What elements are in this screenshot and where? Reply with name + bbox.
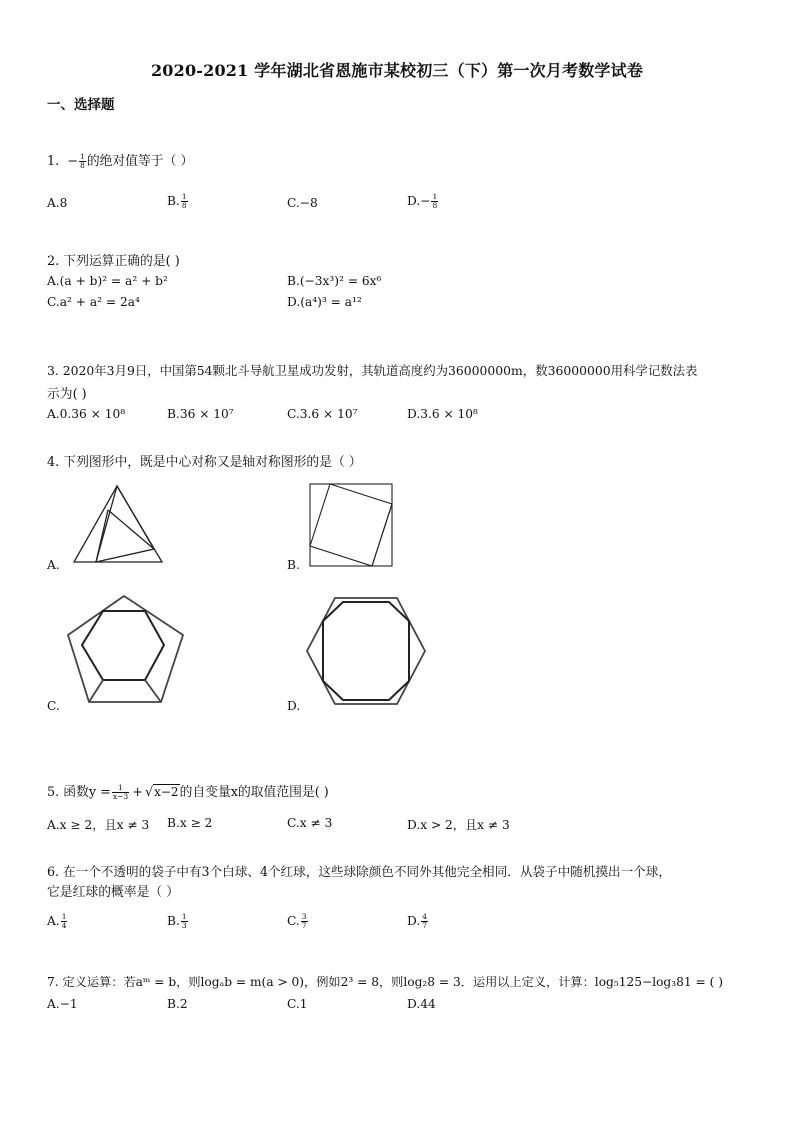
question-5-option-b: B.x ≥ 2: [167, 816, 213, 830]
question-3-option-c: C.3.6 × 10⁷: [287, 407, 358, 421]
section-heading: 一、选择题: [47, 97, 115, 113]
question-3-stem-line-2: 示为( ): [47, 387, 87, 402]
question-4-stem: 4. 下列图形中，既是中心对称又是轴对称图形的是（ ）: [47, 455, 362, 470]
question-2-option-c: C.a² + a² = 2a⁴: [47, 295, 140, 309]
figure-c-pentagon-hexagon: [65, 592, 185, 707]
question-7-option-a: A.−1: [47, 997, 78, 1011]
question-1-option-d: D.− $\frac{1}{8}$: [407, 192, 438, 210]
question-2-option-b: B.(−3x³)² = 6x⁶: [287, 274, 382, 288]
question-6-option-a: A. $\frac{1}{4}$: [47, 912, 67, 930]
question-7-stem: 7. 定义运算：若aᵐ = b，则logₐb = m(a > 0)，例如2³ = 8，则log₂8 = 3．运用以上定义，计算：log₅125−log₃81 = ( ): [47, 975, 723, 989]
question-1-number: 1.: [47, 154, 60, 169]
question-1-stem: 1. − $\frac{1}{8}$ 的绝对值等于（ ）: [47, 152, 194, 170]
question-7-option-d: D.44: [407, 997, 436, 1011]
question-3-stem-line-1: 3. 2020年3月9日，中国第54颗北斗导航卫星成功发射，其轨道高度约为36000000m，数36000000用科学记数法表: [47, 363, 698, 378]
figure-b-square: [309, 483, 393, 567]
question-6-option-b: B. $\frac{1}{3}$: [167, 912, 187, 930]
question-6-option-c: C. $\frac{3}{7}$: [287, 912, 307, 930]
question-1-option-b: B. $\frac{1}{8}$: [167, 192, 187, 210]
question-4-option-c-label: C.: [47, 699, 60, 713]
question-3-option-b: B.36 × 10⁷: [167, 407, 234, 421]
question-4-option-b-label: B.: [287, 558, 300, 572]
question-4-option-d-label: D.: [287, 699, 301, 713]
question-1-option-a: A.8: [47, 196, 68, 210]
question-5-fraction: $\frac{1}{x-3}$: [112, 783, 129, 801]
question-5-option-c: C.x ≠ 3: [287, 816, 333, 830]
question-5-stem: 5. 函数y = $\frac{1}{x-3}$ + √x−2的自变量x的取值范围是( ): [47, 783, 329, 801]
question-5-radicand: x−2: [154, 785, 179, 799]
figure-a-triangle: [70, 482, 165, 564]
question-1-stem-text: 的绝对值等于（ ）: [86, 154, 194, 169]
question-6-option-d: D. $\frac{4}{7}$: [407, 912, 427, 930]
figure-d-hexagon-octagon: [305, 595, 427, 707]
question-1-option-c: C.−8: [287, 196, 318, 210]
question-5-option-a: A.x ≥ 2，且x ≠ 3: [47, 818, 150, 832]
question-4-option-a-label: A.: [47, 558, 60, 572]
question-1-fraction: $\frac{1}{8}$: [80, 152, 85, 170]
question-2-stem: 2. 下列运算正确的是( ): [47, 254, 180, 269]
question-6-stem-line-1: 6. 在一个不透明的袋子中有3个白球、4个红球，这些球除颜色不同外其他完全相同．从袋子中随机摸出一个球，: [47, 864, 671, 879]
question-3-option-a: A.0.36 × 10⁸: [47, 407, 126, 421]
question-6-stem-line-2: 它是红球的概率是（ ）: [47, 885, 180, 900]
question-2-option-d: D.(a⁴)³ = a¹²: [287, 295, 362, 309]
question-7-option-b: B.2: [167, 997, 188, 1011]
question-2-option-a: A.(a + b)² = a² + b²: [47, 274, 168, 288]
exam-title: 2020-2021 学年湖北省恩施市某校初三（下）第一次月考数学试卷: [150, 61, 644, 80]
question-5-option-d: D.x > 2，且x ≠ 3: [407, 818, 510, 832]
question-7-option-c: C.1: [287, 997, 308, 1011]
question-3-option-d: D.3.6 × 10⁸: [407, 407, 478, 421]
